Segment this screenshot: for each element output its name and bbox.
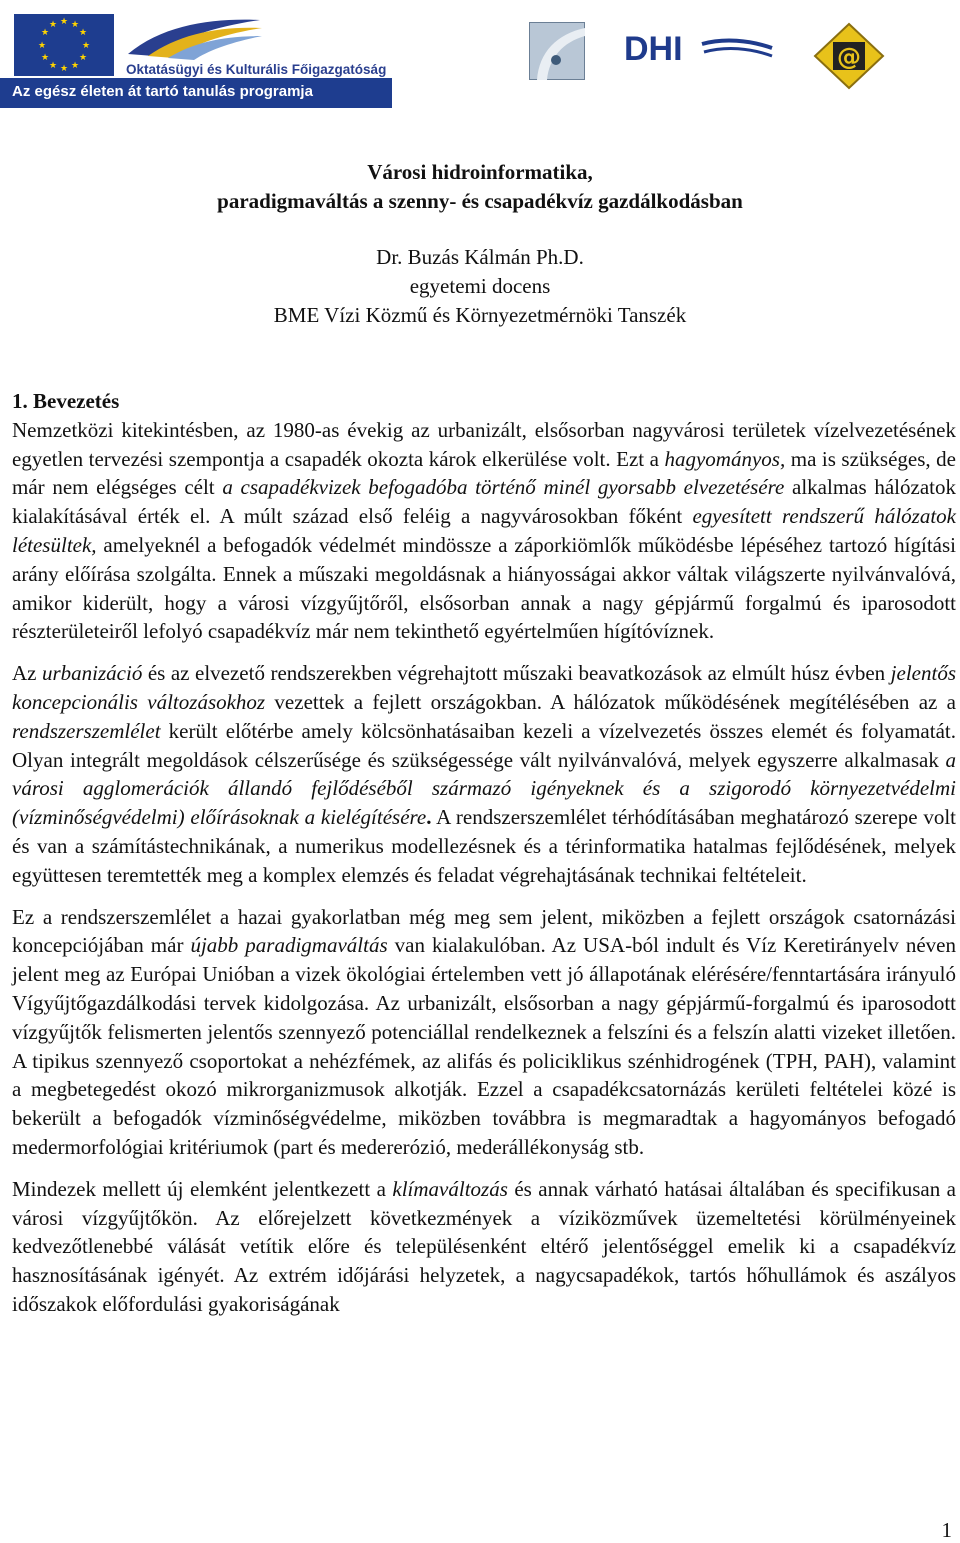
- text-run: amelyeknél a befogadók védelmét mindössze a záporkiömlők működésbe lépéséhez tartozó hígítási arány előírása szolgálta. Ennek a műszaki megoldásnak a hiányosságai akkor váltak világszerte nyilvánvalóvá, amikor kiderült, hogy a városi vízgyűjtőről, elsősorban annak a nagy gépjármű forgalmú és iparosodott részterületeiről lefolyó csapadékvíz már nem tekinthető egyértelműen hígítóvíznek.: [12, 532, 956, 644]
- text-run: és az elvezető rendszerekben végrehajtott műszaki beavatkozások az elmúlt húsz évben: [142, 661, 891, 686]
- svg-text:★: ★: [70, 20, 80, 30]
- text-run: Az: [12, 661, 42, 686]
- paragraph-4: [12, 1175, 956, 1319]
- paragraph-2: [12, 659, 956, 889]
- italic-run: jelentős koncepcionális változásokhoz: [12, 661, 956, 714]
- svg-text:★: ★: [37, 41, 47, 51]
- italic-run: hagyományos,: [664, 446, 786, 471]
- italic-run: a városi agglomerációk állandó fejlődéséből származó igényeknek és a szigorodó környezetvédelmi (vízminőségvédelmi) előírásoknak a kielégítésére: [12, 747, 956, 830]
- text-run: A rendszerszemlélet térhódításában meghatározó szerepe volt és van a számítástechnikának, a numerikus modellezésnek és a térinformatika hatalmas fejlődésének, melyek együttesen teremtették meg a komplex elemzés és feladat végrehajtásának technikai feltételeit.: [12, 805, 956, 887]
- italic-run: urbanizáció: [42, 661, 143, 686]
- italic-run: a csapadékvizek befogadóba történő minél gyorsabb elvezetésére: [222, 475, 785, 500]
- svg-text:★: ★: [78, 28, 88, 38]
- svg-text:★: ★: [81, 41, 91, 51]
- italic-run: egyesített rendszerű hálózatok létesültek,: [12, 504, 957, 557]
- paragraph-1: [12, 416, 956, 646]
- svg-text:★: ★: [59, 64, 69, 74]
- svg-text:@: @: [837, 43, 861, 71]
- text-run: és annak várható hatásai általában és specifikusan a városi vízgyűjtőkön. Az előrejelzett következmények a víziközművek üzemeltetési körülményeinek kedvezőtlenebbé válását vetítik előre és településenként eltérő jelentőséggel emelik ki a csapadékvíz hasznosításának igényét. Az extrém időjárási helyzetek, a nagycsapadékok, tartós hőhullámok és aszályos időszakok előfordulási gyakoriságának: [12, 1176, 956, 1316]
- svg-text:★: ★: [78, 53, 88, 63]
- text-run: van kialakulóban. Az USA-ból indult és Víz Keretirányelv néven jelent meg az Európai Unióban a vizek ökológiai értelemben vett jó állapotának elérésére/fenntartására irányuló Vígyűjtőgazdálkodási tervek kidolgozása. Az urbanizált, elsősorban a nagy gépjármű-forgalmú és iparosodott vízgyűjtők felismerten jelentős szennyező potenciállal rendelkeznek a felszíni és a felszín alatti vizeket illetően. A tipikus szennyező csoportokat a nehézfémek, az alifás és policiklikus szénhidrogének (TPH, PAH), valamint a megbetegedést okozó mikrorganizmusok alkotják. Ezzel a csapadékcsatornázás kerületi feltételei közé is bekerült a befogadók vízminőségvédelme, miközben továbbra is megmaradtak a hagyományos befogadó medermorfológiai kritériumok (part és medererózió, mederállékonyság stb.: [12, 933, 956, 1159]
- svg-text:★: ★: [48, 61, 58, 71]
- text-run: került előtérbe amely kölcsönhatásaiban kezeli a vízelvezetés összes elemét és folyamatát. Olyan integrált megoldások célszerűsége és szükségessége vált nyilvánvalóvá, melyek egyszerre alkalmasak: [12, 718, 956, 772]
- paragraph-3: [12, 903, 956, 1162]
- eu-flag-icon: [14, 14, 114, 76]
- svg-text:★: ★: [70, 61, 80, 71]
- svg-text:★: ★: [40, 28, 50, 38]
- italic-run: klímaváltozás: [392, 1176, 508, 1201]
- programme-name: Az egész életen át tartó tanulás programja: [12, 83, 313, 100]
- text-run: Mindezek mellett új elemként jelentkezett a: [12, 1176, 393, 1201]
- section-heading: 1. Bevezetés: [12, 389, 120, 413]
- svg-text:★: ★: [48, 20, 58, 30]
- author-info: [0, 243, 960, 330]
- svg-text:★: ★: [40, 53, 50, 63]
- text-run: vezettek a fejlett országokban. A hálózatok működésének megítélésében az a: [265, 689, 956, 714]
- author-department: BME Vízi Közmű és Környezetmérnöki Tanszék: [273, 303, 687, 327]
- dhi-logo-text: DHI: [624, 30, 683, 68]
- italic-run: újabb paradigmaváltás: [190, 933, 388, 958]
- dhi-logo-icon: [624, 30, 774, 68]
- author-name: Dr. Buzás Kálmán Ph.D.: [376, 245, 584, 269]
- agency-name: Oktatásügyi és Kulturális Főigazgatóság: [126, 62, 387, 77]
- partner-logo-icon: [529, 22, 585, 80]
- eu-lifelong-learning-logo: [0, 0, 392, 110]
- text-run: Nemzetközi kitekintésben, az 1980-as évekig az urbanizált, elsősorban nagyvárosi területek vízelvezetésének egyetlen tervezési szempontja a csapadék okozta károk elkerülése volt. Ezt a: [12, 417, 956, 471]
- title-line-2: paradigmaváltás a szenny- és csapadékvíz gazdálkodásban: [217, 189, 743, 213]
- page-number: 1: [941, 1518, 952, 1542]
- text-run: alkalmas hálózatok kialakításával érték el. A múlt század első feléig a nagyvárosokban főként: [12, 475, 956, 529]
- agency-swoosh-icon: [124, 14, 264, 62]
- italic-run: rendszerszemlélet: [12, 718, 161, 743]
- bold-run: .: [426, 805, 432, 830]
- at-sign-logo-icon: [813, 22, 885, 90]
- title-line-1: Városi hidroinformatika,: [367, 160, 593, 184]
- text-run: Ez a rendszerszemlélet a hazai gyakorlatban még meg sem jelent, miközben a fejlett országok csatornázási koncepciójában már: [12, 904, 956, 958]
- svg-text:★: ★: [59, 17, 69, 27]
- text-run: ma is szükséges, de már nem elégséges célt: [12, 446, 956, 500]
- document-body: [12, 387, 956, 1332]
- author-position: egyetemi docens: [409, 274, 551, 298]
- document-title: [0, 158, 960, 216]
